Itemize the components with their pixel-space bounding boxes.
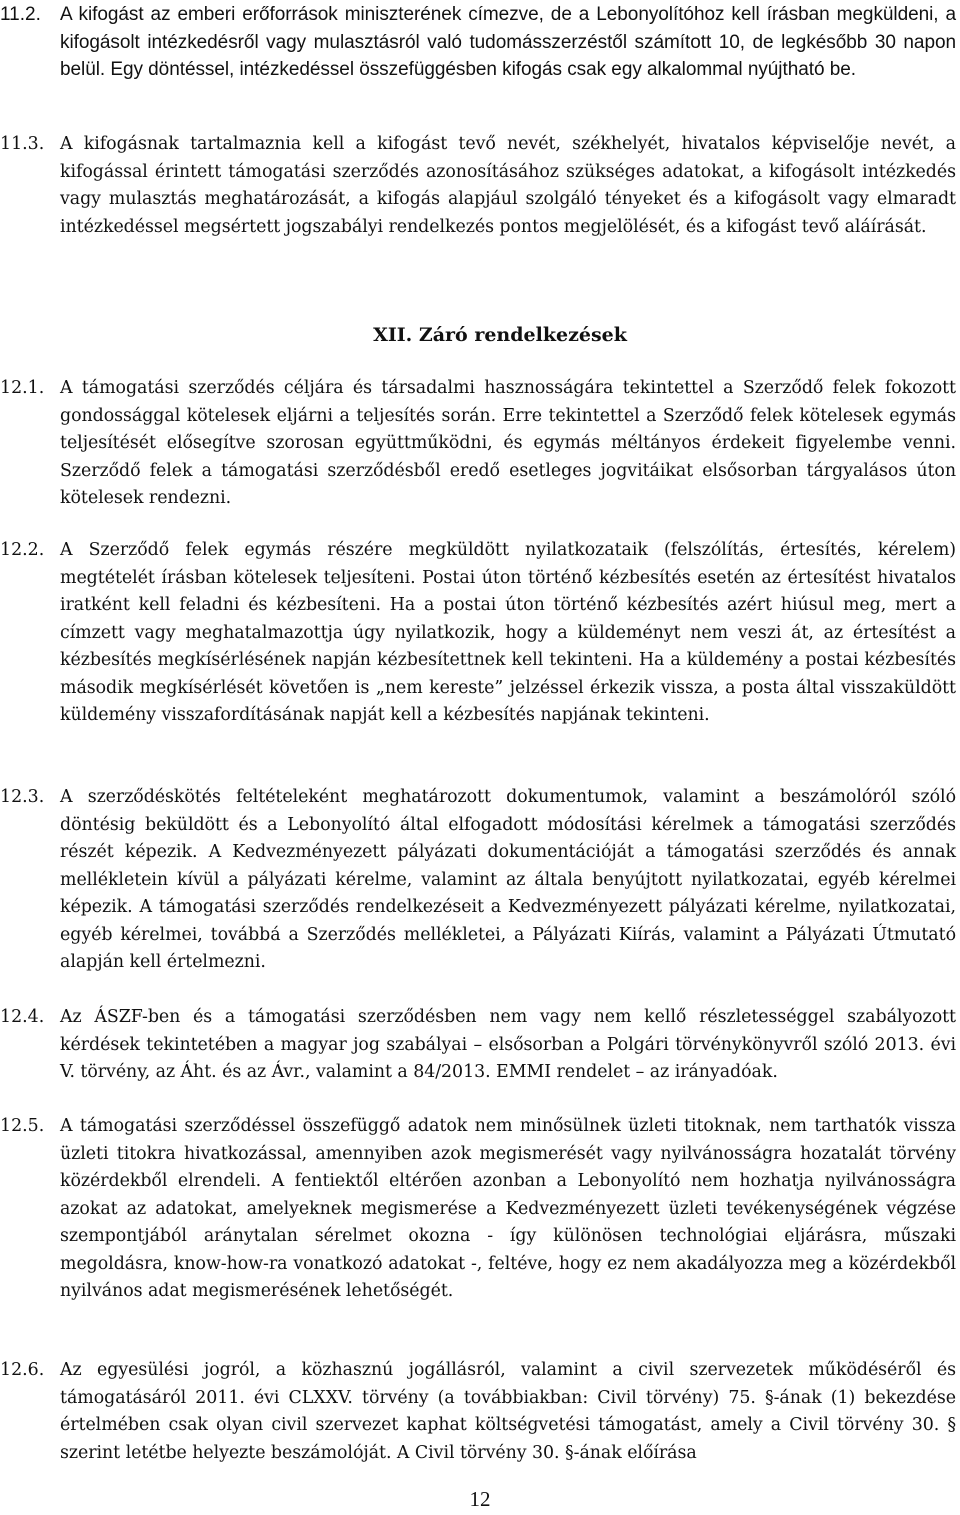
paragraph-text: A támogatási szerződés céljára és társadalmi hasznosságára tekintettel a Szerződő felek fokozott gondossággal kötelesek eljárni a teljesítés során. Erre tekintettel a Szerződő felek kötelesek egymás teljesítését elősegítve szorosan együttműködni, és egymás méltányos érdekeit figyelembe venni. Szerződő felek a támogatási szerződésből eredő esetleges jogvitáikat elsősorban tárgyalásos úton kötelesek rendezni. [60, 378, 956, 508]
paragraph-11-2 [0, 1, 956, 84]
paragraph-text: Az ÁSZF-ben és a támogatási szerződésben nem vagy nem kellő részletességgel szabályozott kérdések tekintetében a magyar jog szabályai – elsősorban a Polgári törvénykönyvről szóló 2013. évi V. törvény, az Áht. és az Ávr., valamint a 84/2013. EMMI rendelet – az irányadóak. [60, 1007, 956, 1082]
paragraph-12-3 [0, 784, 956, 977]
paragraph-number: 12.5. [0, 1116, 45, 1136]
paragraph-number: 12.6. [0, 1360, 45, 1380]
paragraph-text: Az egyesülési jogról, a közhasznú jogállásról, valamint a civil szervezetek működéséről és támogatásáról 2011. évi CLXXV. törvény (a továbbiakban: Civil törvény) 75. §-ának (1) bekezdése értelmében csak olyan civil szervezet kaphat költségvetési támogatást, amely a Civil törvény 30. § szerint letétbe helyezte beszámolóját. A Civil törvény 30. §-ának előírása [60, 1360, 956, 1463]
page-number: 12 [469, 1487, 491, 1511]
paragraph-12-1 [0, 375, 956, 513]
paragraph-number: 12.2. [0, 540, 45, 560]
paragraph-number: 12.3. [0, 787, 45, 807]
paragraph-number: 11.2. [0, 4, 41, 25]
paragraph-text: A kifogást az emberi erőforrások miniszterének címezve, de a Lebonyolítóhoz kell írásban megküldeni, a kifogásolt intézkedésről vagy mulasztásról való tudomásszerzéstől számított 10, de legkésőbb 30 napon belül. Egy döntéssel, intézkedéssel összefüggésben kifogás csak egy alkalommal nyújtható be. [60, 4, 956, 80]
paragraph-12-6 [0, 1357, 956, 1467]
paragraph-text: A Szerződő felek egymás részére megküldött nyilatkozataik (felszólítás, értesítés, kérelem) megtételét írásban kötelesek teljesíteni. Postai úton történő kézbesítés esetén az értesítést hivatalos iratként kell feladni és kézbesíteni. Ha a postai úton történő kézbesítés azért hiúsul meg, mert a címzett vagy meghatalmazottja úgy nyilatkozik, hogy a küldeményt nem veszi át, az értesítést a kézbesítés megkísérlésének napján kézbesítettnek kell tekinteni. Ha a küldemény a postai kézbesítés második megkísérlését követően is „nem kereste” jelzéssel érkezik vissza, a posta által visszaküldött küldemény visszafordításának napját kell a kézbesítés napjának tekinteni. [60, 540, 956, 725]
paragraph-text: A szerződéskötés feltételeként meghatározott dokumentumok, valamint a beszámolóról szóló döntésig beküldött és a Lebonyolító által elfogadott módosítási kérelmek a támogatási szerződés részét képezik. A Kedvezményezett pályázati dokumentációját a támogatási szerződés és annak mellékletein kívül a pályázati kérelme, valamint az általa benyújtott nyilatkozatai, egyéb kérelmei képezik. A támogatási szerződés rendelkezéseit a Kedvezményezett pályázati kérelme, nyilatkozatai, egyéb kérelmei, továbbá a Szerződés mellékletei, a Pályázati Kiírás, valamint a Pályázati Útmutató alapján kell értelmezni. [60, 787, 956, 972]
paragraph-12-5 [0, 1113, 956, 1306]
paragraph-text: A kifogásnak tartalmaznia kell a kifogást tevő nevét, székhelyét, hivatalos képviselője nevét, a kifogással érintett támogatási szerződés azonosításához szükséges adatokat, a kifogásolt intézkedés vagy mulasztás meghatározását, a kifogás alapjául szolgáló tényeket és a kifogásolt vagy elmaradt intézkedéssel megsértett jogszabályi rendelkezés pontos megjelölését, és a kifogást tevő aláírását. [60, 134, 956, 237]
paragraph-number: 11.3. [0, 134, 45, 154]
paragraph-12-4 [0, 1004, 956, 1087]
section-heading: XII. Záró rendelkezések [373, 324, 627, 346]
paragraph-number: 12.1. [0, 378, 45, 398]
paragraph-number: 12.4. [0, 1007, 45, 1027]
paragraph-11-3 [0, 131, 956, 241]
paragraph-12-2 [0, 537, 956, 730]
paragraph-text: A támogatási szerződéssel összefüggő adatok nem minősülnek üzleti titoknak, nem tarthatók vissza üzleti titokra hivatkozással, amennyiben azok megismerését vagy nyilvánosságra hozatalát törvény közérdekből elrendeli. A fentiektől eltérően azonban a Lebonyolító nem hozhatja nyilvánosságra azokat az adatokat, amelyeknek megismerése a Kedvezményezett üzleti tevékenységének végzése szempontjából aránytalan sérelmet okozna - így különösen technológiai eljárásra, műszaki megoldásra, know-how-ra vonatkozó adatokat -, feltéve, hogy ez nem akadályozza meg a közérdekből nyilvános adat megismerésének lehetőségét. [60, 1116, 956, 1301]
